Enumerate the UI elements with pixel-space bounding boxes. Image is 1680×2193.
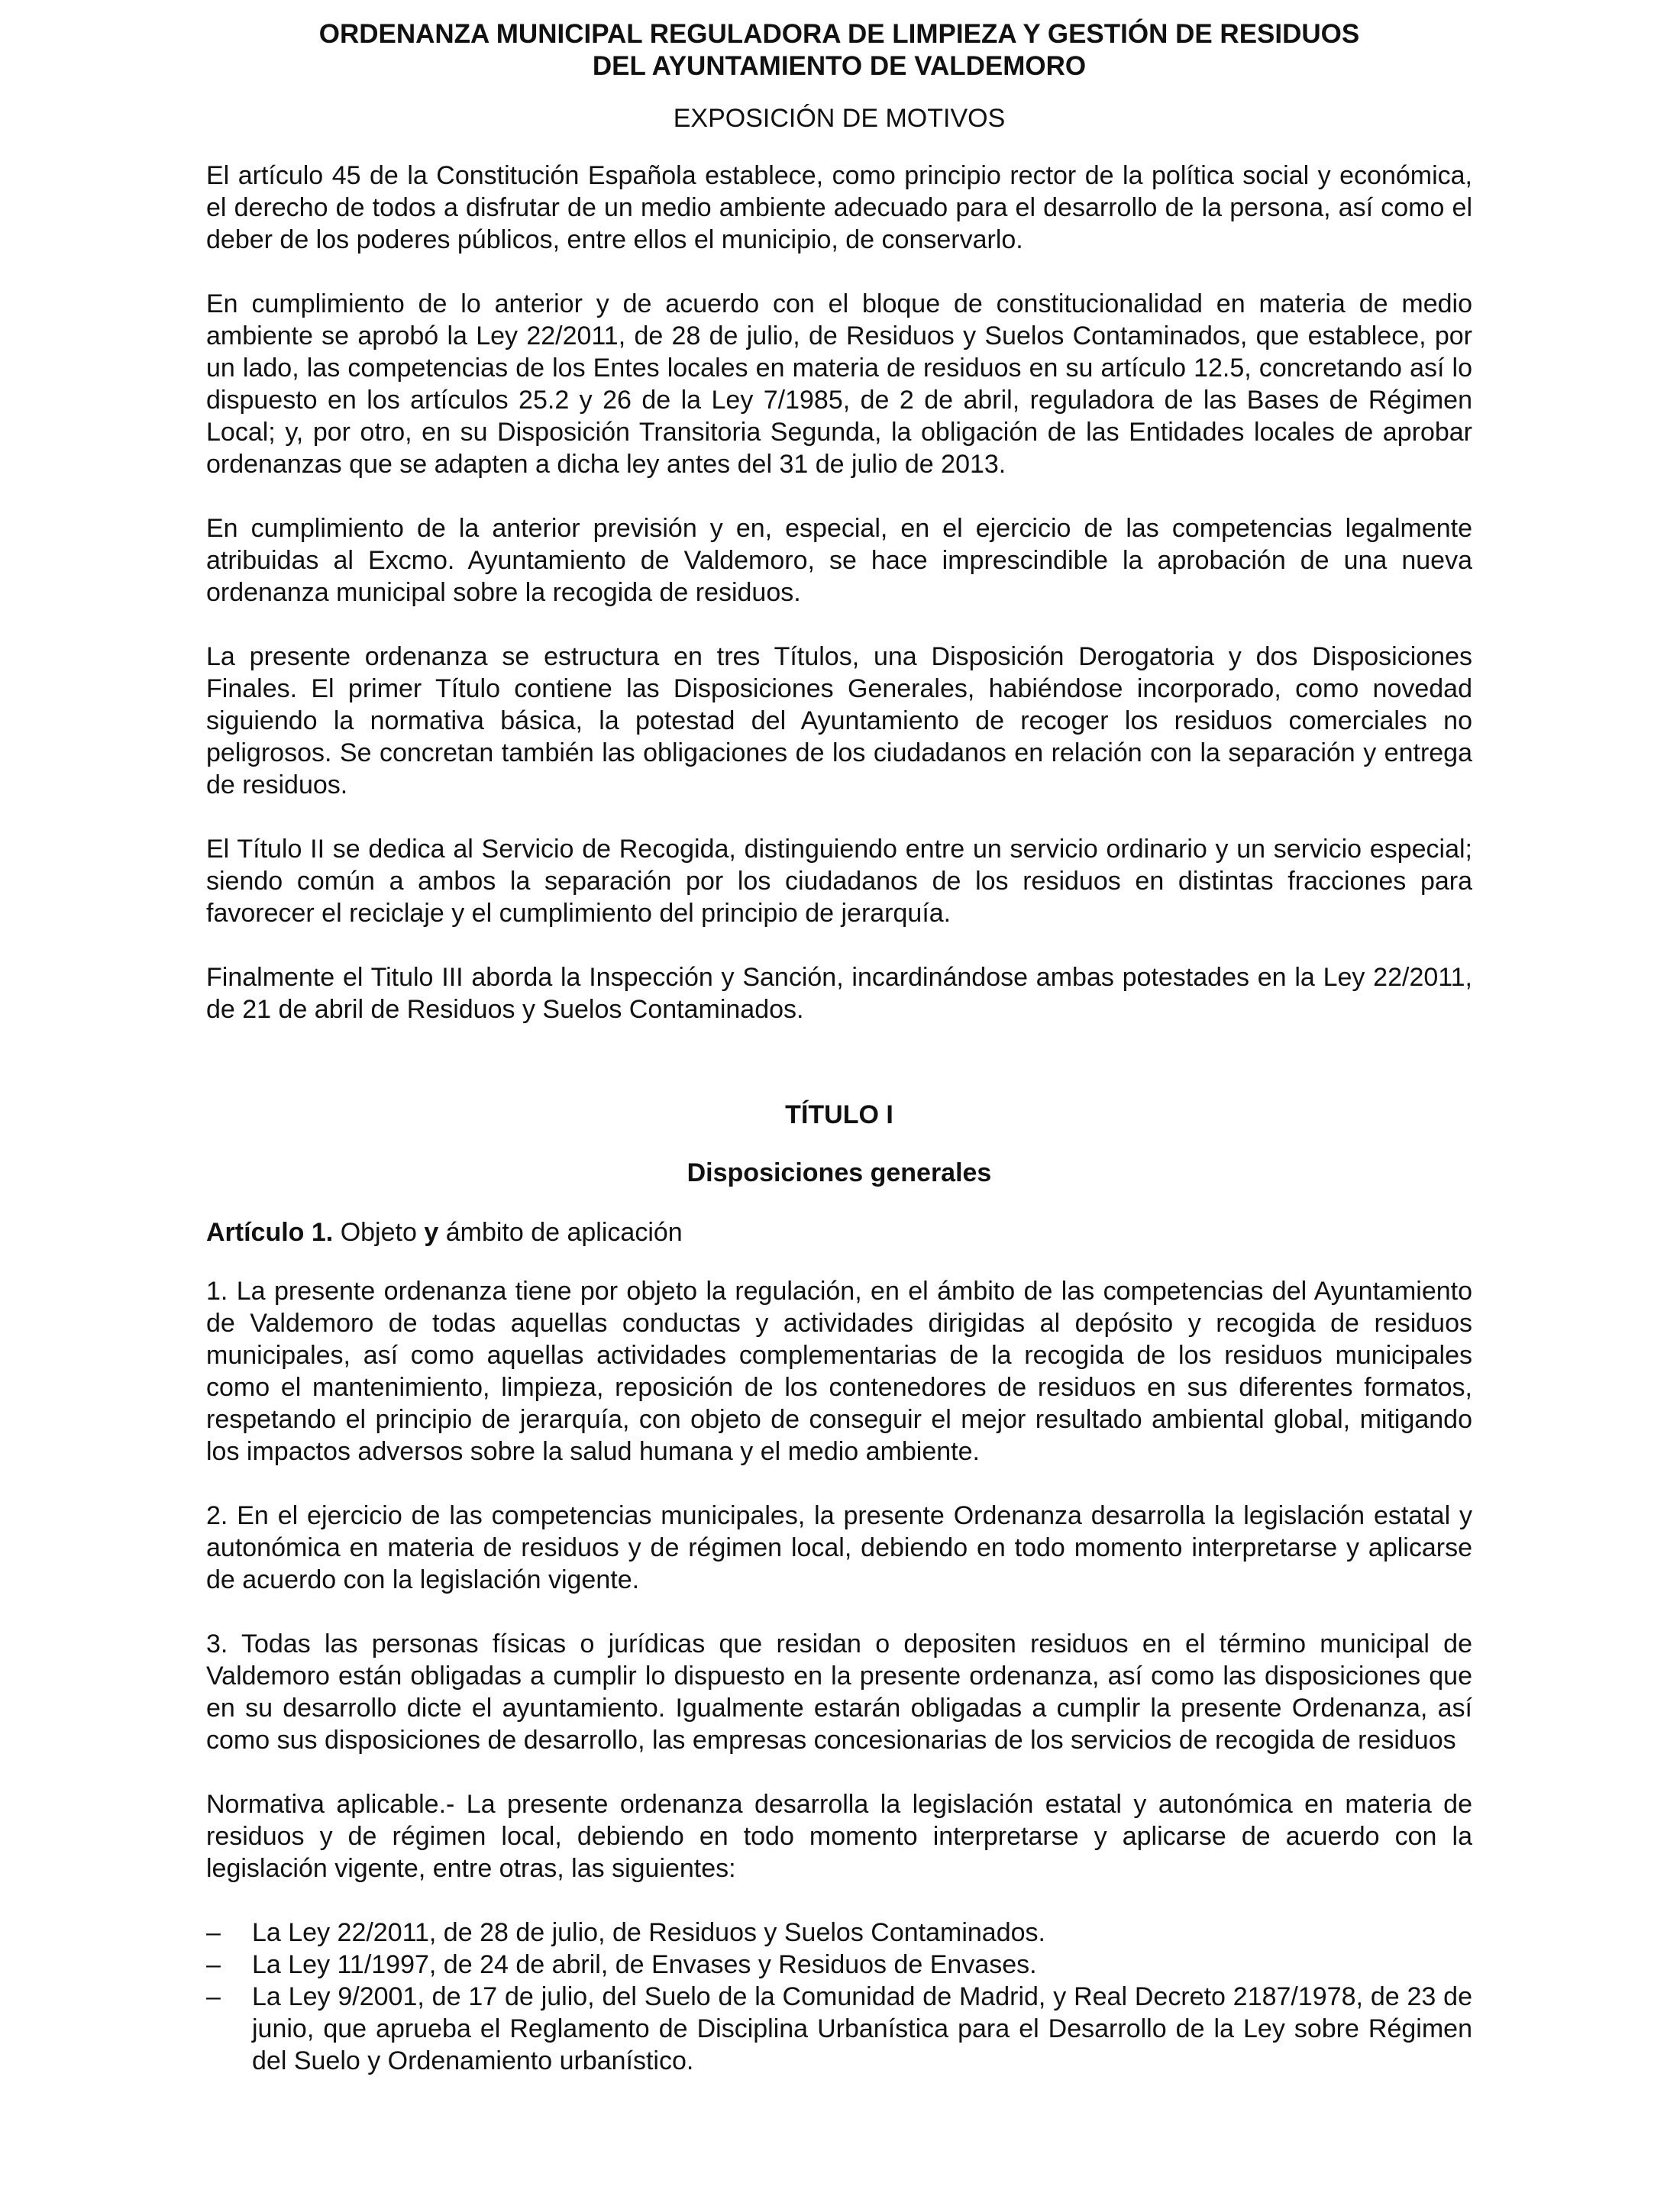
titulo-heading: TÍTULO I bbox=[785, 1100, 893, 1129]
dash-bullet-icon: – bbox=[206, 1982, 221, 2011]
exposicion-paragraph-1: El artículo 45 de la Constitución Española establece, como principio rector de la política social y económica, el derecho de todos a disfrutar de un medio ambiente adecuado para el desarrollo de la persona, así como el deber de los poderes públicos, entre ellos el municipio, de conservarlo. bbox=[206, 161, 1472, 254]
document-title bbox=[206, 18, 1472, 82]
list-item bbox=[206, 1981, 1472, 2077]
exposicion-paragraph-5: El Título II se dedica al Servicio de Recogida, distinguiendo entre un servicio ordinario y un servicio especial; siendo común a ambos la separación por los ciudadanos de los residuos en distintas fracciones para favorecer el reciclaje y el cumplimiento del principio de jerarquía. bbox=[206, 835, 1472, 928]
exposicion-paragraph-3: En cumplimiento de la anterior previsión y en, especial, en el ejercicio de las competencias legalmente atribuidas al Excmo. Ayuntamiento de Valdemoro, se hace imprescindible la aprobación de una nueva ordenanza municipal sobre la recogida de residuos. bbox=[206, 514, 1472, 607]
law-text: La Ley 11/1997, de 24 de abril, de Envases y Residuos de Envases. bbox=[252, 1950, 1037, 1979]
dash-bullet-icon: – bbox=[206, 1918, 221, 1947]
articulo-label: Artículo 1. bbox=[206, 1218, 334, 1247]
articulo-text-ambito: ámbito de aplicación bbox=[445, 1218, 683, 1247]
exposicion-paragraph-4: La presente ordenanza se estructura en tres Títulos, una Disposición Derogatoria y dos Disposiciones Finales. El primer Título contiene las Disposiciones Generales, habiéndose incorporado, como novedad siguiendo la normativa básica, la potestad del Ayuntamiento de recoger los residuos comerciales no peligrosos. Se concretan también las obligaciones de los ciudadanos en relación con la separación y entrega de residuos. bbox=[206, 642, 1472, 799]
list-item bbox=[206, 1917, 1472, 1949]
laws-list bbox=[206, 1917, 1472, 2077]
articulo-heading bbox=[206, 1216, 1472, 1249]
articulo-text-y: y bbox=[424, 1218, 439, 1247]
articulo-text-objeto: Objeto bbox=[340, 1218, 417, 1247]
articulo-paragraph-2: 2. En el ejercicio de las competencias municipales, la presente Ordenanza desarrolla la legislación estatal y autonómica en materia de residuos y de régimen local, debiendo en todo momento interpretarse y aplicarse de acuerdo con la legislación vigente. bbox=[206, 1501, 1472, 1594]
titulo-subtitle: Disposiciones generales bbox=[687, 1158, 992, 1187]
law-text: La Ley 22/2011, de 28 de julio, de Residuos y Suelos Contaminados. bbox=[252, 1918, 1045, 1947]
exposicion-heading: EXPOSICIÓN DE MOTIVOS bbox=[673, 104, 1006, 133]
articulo-paragraph-3: 3. Todas las personas físicas o jurídicas que residan o depositen residuos en el término municipal de Valdemoro están obligadas a cumplir lo dispuesto en la presente ordenanza, así como las disposiciones que en su desarrollo dicte el ayuntamiento. Igualmente estarán obligadas a cumplir la presente Ordenanza, así como sus disposiciones de desarrollo, las empresas concesionarias de los servicios de recogida de residuos bbox=[206, 1629, 1472, 1755]
dash-bullet-icon: – bbox=[206, 1950, 221, 1979]
normativa-aplicable-paragraph: Normativa aplicable.- La presente ordenanza desarrolla la legislación estatal y autonómica en materia de residuos y de régimen local, debiendo en todo momento interpretarse y aplicarse de acuerdo con la legislación vigente, entre otras, las siguientes: bbox=[206, 1790, 1472, 1883]
exposicion-paragraph-2: En cumplimiento de lo anterior y de acuerdo con el bloque de constitucionalidad en materia de medio ambiente se aprobó la Ley 22/2011, de 28 de julio, de Residuos y Suelos Contaminados, que establece, por un lado, las competencias de los Entes locales en materia de residuos en su artículo 12.5, concretando así lo dispuesto en los artículos 25.2 y 26 de la Ley 7/1985, de 2 de abril, reguladora de las Bases de Régimen Local; y, por otro, en su Disposición Transitoria Segunda, la obligación de las Entidades locales de aprobar ordenanzas que se adapten a dicha ley antes del 31 de julio de 2013. bbox=[206, 289, 1472, 479]
document-title-line-1: ORDENANZA MUNICIPAL REGULADORA DE LIMPIEZA Y GESTIÓN DE RESIDUOS bbox=[318, 19, 1360, 49]
articulo-paragraph-1: 1. La presente ordenanza tiene por objeto la regulación, en el ámbito de las competencias del Ayuntamiento de Valdemoro de todas aquellas conductas y actividades dirigidas al depósito y recogida de residuos municipales, así como aquellas actividades complementarias de la recogida de los residuos municipales como el mantenimiento, limpieza, reposición de los contenedores de residuos en sus diferentes formatos, respetando el principio de jerarquía, con objeto de conseguir el mejor resultado ambiental global, mitigando los impactos adversos sobre la salud humana y el medio ambiente. bbox=[206, 1277, 1472, 1466]
law-text: La Ley 9/2001, de 17 de julio, del Suelo de la Comunidad de Madrid, y Real Decreto 2187/1978, de 23 de junio, que aprueba el Reglamento de Disciplina Urbanística para el Desarrollo de la Ley sobre Régimen del Suelo y Ordenamiento urbanístico. bbox=[252, 1982, 1472, 2075]
document-content bbox=[206, 18, 1472, 2077]
list-item bbox=[206, 1949, 1472, 1981]
exposicion-paragraph-6: Finalmente el Titulo III aborda la Inspección y Sanción, incardinándose ambas potestades en la Ley 22/2011, de 21 de abril de Residuos y Suelos Contaminados. bbox=[206, 963, 1472, 1024]
document-title-line-2: DEL AYUNTAMIENTO DE VALDEMORO bbox=[592, 51, 1087, 81]
